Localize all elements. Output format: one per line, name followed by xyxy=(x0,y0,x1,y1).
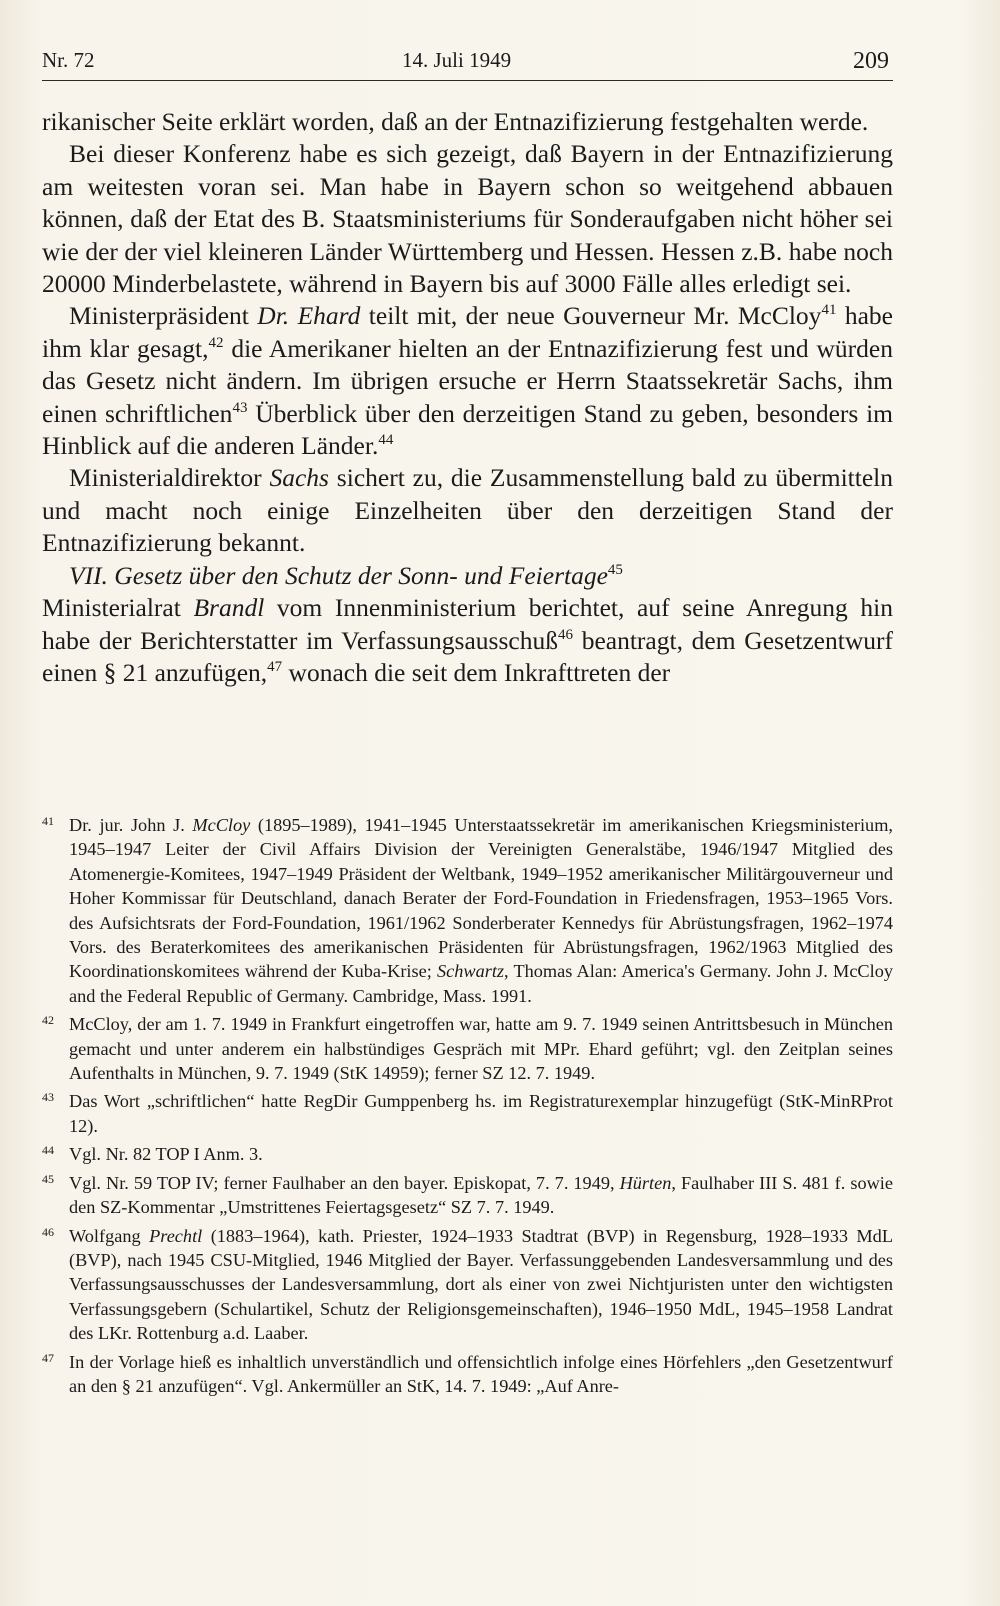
footnote-ref[interactable]: 46 xyxy=(557,626,573,643)
footnote xyxy=(42,1171,893,1220)
paragraph-ehard xyxy=(42,300,893,462)
speaker-name: Brandl xyxy=(193,593,265,623)
text-segment: die Amerikaner hielten an der Entnazifizierung fest und würden das Gesetz nicht ändern. Im übrigen ersuche er Herrn Staatssekretär Sachs, ihm einen schriftlichen xyxy=(42,333,893,428)
footnote-text: , Faulhaber III S. 481 f. sowie den SZ-Kommentar „Umstrittenes Feiertagsgesetz“ SZ 7. 7. 1949. xyxy=(69,1172,893,1218)
footnote-text: (1883–1964), kath. Priester, 1924–1933 Stadtrat (BVP) in Regensburg, 1928–1933 MdL (BVP), nach 1945 CSU-Mitglied, 1946 Mitglied der Bayer. Verfassunggebenden Landesversammlung und des Verfassungsausschusses der Landesversammlung, dort als einer von zwei Nichtjuristen unter den wichtigsten Verfassungsgebern (Schulartikel, Schutz der Religionsgemeinschaften), 1946–1950 MdL, 1945–1958 Landrat des LKr. Rottenburg a.d. Laaber. xyxy=(69,1225,893,1344)
footnote-ref[interactable]: 44 xyxy=(378,432,394,449)
footnote-number: 42 xyxy=(42,1013,54,1028)
section-heading xyxy=(42,560,893,592)
paragraph-sachs xyxy=(42,462,893,559)
text-segment: wonach die seit dem Inkrafttreten der xyxy=(282,657,671,687)
paragraph-continuation: rikanischer Seite erklärt worden, daß an der Entnazifizierung festgehalten werde. xyxy=(42,107,869,136)
section-title: VII. Gesetz über den Schutz der Sonn- und Feiertage xyxy=(69,560,608,590)
footnote-number: 43 xyxy=(42,1090,54,1105)
footnote xyxy=(42,1012,893,1085)
footnote-text: Das Wort „schriftlichen“ hatte RegDir Gumppenberg hs. im Registraturexemplar hinzugefügt (StK-MinRProt 12). xyxy=(69,1091,893,1136)
footnote-name: Prechtl xyxy=(149,1225,203,1246)
footnote-text: McCloy, der am 1. 7. 1949 in Frankfurt eingetroffen war, hatte am 9. 7. 1949 seinen Antrittsbesuch in München gemacht und unter anderem ein halbstündiges Gespräch mit MPr. Ehard geführt; vgl. den Zeitplan seines Aufenthalts in München, 9. 7. 1949 (StK 14959); ferner SZ 12. 7. 1949. xyxy=(69,1014,893,1084)
paragraph-brandl xyxy=(42,592,893,689)
text-segment: habe ihm klar gesagt, xyxy=(42,301,893,363)
text-segment: Ministerialdirektor xyxy=(69,463,270,493)
footnote-text: (1895–1989), 1941–1945 Unterstaatssekretär im amerikanischen Kriegsministerium, 1945–1947 Leiter der Civil Affairs Division der Vereinigten Generalstäbe, 1946/1947 Mitglied des Atomenergie-Komitees, 1947–1949 Präsident der Weltbank, 1949–1952 amerikanischer Militärgouverneur und Hoher Kommissar für Deutschland, danach Berater der Ford-Foundation in Friedensfragen, 1953–1965 Vors. des Aufsichtsrats der Ford-Foundation, 1961/1962 Sonderberater Kennedys für Abrüstungsfragen, 1962–1974 Vors. des Beraterkomitees des amerikanischen Präsidenten für Abrüstungsfragen, 1962/1963 Mitglied des Koordinationskomitees während der Kuba-Krise; xyxy=(69,815,893,982)
footnote-number: 41 xyxy=(42,814,54,828)
text-segment: sichert zu, die Zusammenstellung bald zu übermitteln und macht noch einige Einzelheiten über den derzeitigen Stand der Entnazifizierung bekannt. xyxy=(42,463,893,558)
paragraph-conference: Bei dieser Konferenz habe es sich gezeigt, daß Bayern in der Entnazifizierung am weitesten voran sei. Man habe in Bayern schon so weitgehend abbauen können, daß der Etat des B. Staatsministeriums für Sonderaufgaben nicht höher sei wie der der viel kleineren Länder Württemberg und Hessen. Hessen z.B. habe noch 20000 Minderbelastete, während in Bayern bis auf 3000 Fälle alles erledigt sei. xyxy=(42,139,893,299)
footnote-text: In der Vorlage hieß es inhaltlich unverständlich und offensichtlich infolge eines Hörfehlers „den Gesetzentwurf an den § 21 anzufügen“. Vgl. Ankermüller an StK, 14. 7. 1949: „Auf Anre- xyxy=(69,1351,893,1396)
footnote-number: 44 xyxy=(42,1143,54,1158)
document-number: Nr. 72 xyxy=(42,48,95,72)
footnote-number: 45 xyxy=(42,1171,54,1186)
speaker-name: Dr. Ehard xyxy=(257,301,361,331)
footnote-ref[interactable]: 47 xyxy=(267,658,283,675)
footnote-text: Vgl. Nr. 82 TOP I Anm. 3. xyxy=(69,1144,263,1165)
main-text xyxy=(42,106,893,689)
speaker-name: Sachs xyxy=(269,463,329,493)
footnote xyxy=(42,1089,893,1138)
text-segment: Ministerpräsident xyxy=(69,301,258,331)
footnote xyxy=(42,813,893,1008)
footnote-text: Dr. jur. John J. xyxy=(69,815,193,835)
running-header xyxy=(42,46,893,81)
header-date: 14. Juli 1949 xyxy=(402,48,512,72)
footnote-ref[interactable]: 45 xyxy=(607,561,623,578)
footnote xyxy=(42,1142,893,1166)
footnote-name: McCloy xyxy=(192,815,251,835)
footnote xyxy=(42,1350,893,1399)
footnote-number: 47 xyxy=(42,1350,54,1365)
footnote-name: Schwartz xyxy=(437,961,505,982)
footnote-number: 46 xyxy=(42,1224,54,1239)
page-number: 209 xyxy=(853,48,889,74)
text-segment: beantragt, dem Gesetzentwurf einen § 21 anzufügen, xyxy=(42,625,893,687)
text-segment: vom Innenministerium berichtet, auf seine Anregung hin habe der Berichterstatter im Verfassungsausschuß xyxy=(42,593,894,655)
footnote-ref[interactable]: 43 xyxy=(232,399,248,416)
footnote xyxy=(42,1224,893,1346)
footnote-ref[interactable]: 42 xyxy=(208,334,224,351)
footnotes xyxy=(42,813,893,1402)
text-segment: Ministerialrat xyxy=(42,593,194,623)
footnote-text: Vgl. Nr. 59 TOP IV; ferner Faulhaber an den bayer. Episkopat, 7. 7. 1949, xyxy=(69,1172,620,1193)
footnote-text: , Thomas Alan: America's Germany. John J. McCloy and the Federal Republic of Germany. Cambridge, Mass. 1991. xyxy=(69,961,893,1006)
text-segment: teilt mit, der neue Gouverneur Mr. McCloy xyxy=(360,301,822,331)
footnote-text: Wolfgang xyxy=(69,1225,150,1246)
footnote-name: Hürten xyxy=(619,1172,672,1193)
footnote-ref[interactable]: 41 xyxy=(821,302,837,319)
text-segment: Überblick über den derzeitigen Stand zu geben, besonders im Hinblick auf die anderen Länder. xyxy=(42,398,893,461)
